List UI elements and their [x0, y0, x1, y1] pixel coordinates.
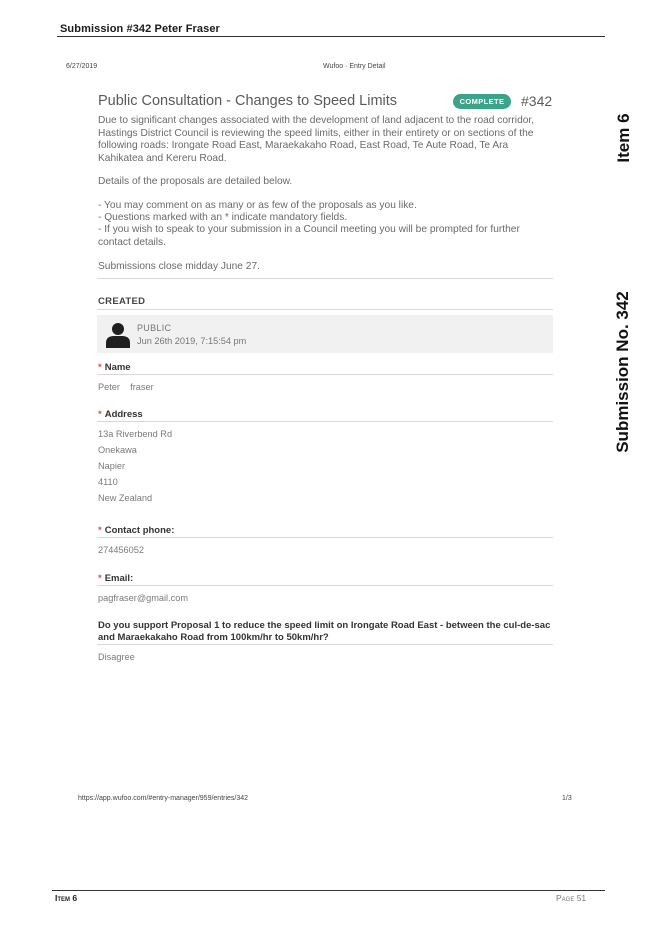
- entry-number: #342: [521, 93, 553, 109]
- name-label: * Name: [98, 362, 131, 373]
- instruction-item: - If you wish to speak to your submission in a Council meeting you will be prompted for further contact details.: [98, 224, 520, 248]
- divider: [97, 374, 553, 375]
- status-badge: COMPLETE: [453, 94, 511, 109]
- address-line: New Zealand: [98, 493, 153, 503]
- address-line: Onekawa: [98, 445, 137, 455]
- print-date: 6/27/2019: [66, 63, 98, 70]
- details-note: Details of the proposals are detailed below.: [98, 176, 293, 187]
- address-line: 4110: [98, 477, 118, 487]
- print-url: https://app.wufoo.com/#entry-manager/959/entries/342: [78, 795, 249, 802]
- email-value: pagfraser@gmail.com: [98, 593, 189, 603]
- divider: [97, 278, 553, 279]
- form-description: Due to significant changes associated with the development of land adjacent to the road corridor, Hastings District Council is reviewing the speed limits, either in their entirety or on sections of the following roads: Irongate Road East, Maraekakaho Road, East Road, Te Aute Road, Te Ara Kahikatea and Kereru Road.: [98, 115, 535, 164]
- created-label: CREATED: [98, 296, 146, 307]
- created-date: Jun 26th 2019, 7:15:54 pm: [137, 336, 247, 346]
- closing-note: Submissions close midday June 27.: [98, 261, 260, 272]
- phone-value: 274456052: [98, 545, 144, 555]
- header-divider: [57, 36, 605, 37]
- divider: [97, 585, 553, 586]
- instruction-item: - Questions marked with an * indicate mandatory fields.: [98, 212, 348, 223]
- submission-side-label: Submission No. 342: [613, 291, 632, 453]
- print-page-count: 1/3: [562, 795, 572, 802]
- instruction-item: - You may comment on as many or as few of the proposals as you like.: [98, 200, 417, 211]
- address-label: * Address: [98, 409, 143, 420]
- footer-divider: [52, 890, 605, 891]
- created-panel: [97, 315, 553, 353]
- phone-label: * Contact phone:: [98, 525, 175, 536]
- user-icon: [106, 322, 130, 348]
- footer-item: Item 6: [55, 893, 78, 903]
- created-user: PUBLIC: [137, 323, 172, 333]
- form-title: Public Consultation - Changes to Speed Limits: [98, 93, 398, 109]
- question1-value: Disagree: [98, 652, 135, 662]
- print-page-title: Wufoo · Entry Detail: [323, 63, 386, 70]
- email-label: * Email:: [98, 573, 134, 584]
- name-value: Peter fraser: [98, 382, 154, 392]
- item-side-label: Item 6: [614, 113, 633, 163]
- divider: [97, 644, 553, 645]
- divider: [97, 309, 553, 310]
- address-line: Napier: [98, 461, 126, 471]
- question1-label: Do you support Proposal 1 to reduce the speed limit on Irongate Road East - between the cul-de-sac and Maraekakaho Road from 100km/hr to 50km/hr?: [98, 620, 551, 643]
- submission-header-title: Submission #342 Peter Fraser: [60, 23, 220, 35]
- divider: [97, 537, 553, 538]
- address-line: 13a Riverbend Rd: [98, 429, 173, 439]
- footer-page-number: Page 51: [556, 893, 587, 903]
- divider: [97, 421, 553, 422]
